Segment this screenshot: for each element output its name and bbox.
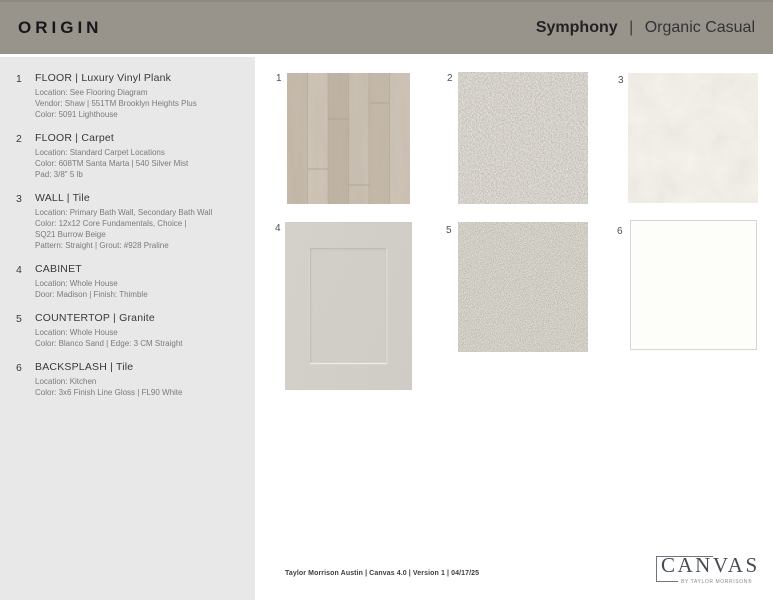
spec-number: 3: [16, 193, 22, 205]
spec-detail: Color: 608TM Santa Marta | 540 Silver Mist: [35, 159, 189, 168]
swatch-wall-tile: [628, 73, 758, 203]
style-name: Organic Casual: [644, 19, 755, 36]
spec-detail: Vendor: Shaw | 551TM Brooklyn Heights Plus: [35, 99, 197, 108]
collection-name: Symphony: [535, 19, 618, 36]
swatch-number-2: 2: [447, 73, 453, 84]
page-header: [0, 0, 773, 54]
beige-tile-texture: [628, 73, 758, 203]
swatch-floor-carpet: [458, 72, 588, 204]
swatch-countertop-granite: [458, 222, 588, 352]
swatch-backsplash-tile: [630, 220, 757, 350]
spec-detail: Location: See Flooring Diagram: [35, 88, 148, 97]
spec-detail: Location: Kitchen: [35, 377, 97, 386]
spec-item-countertop: [16, 312, 255, 349]
collection-separator: |: [629, 19, 634, 36]
spec-detail: Location: Standard Carpet Locations: [35, 148, 165, 157]
spec-detail: Color: 12x12 Core Fundamentals, Choice |: [35, 219, 187, 228]
spec-detail: Location: Whole House: [35, 279, 118, 288]
logo-bottom-line: [656, 581, 678, 582]
collection-title: [536, 19, 755, 37]
spec-item-wall-tile: [16, 192, 255, 251]
swatch-cabinet-door: [285, 222, 412, 390]
spec-detail: Pad: 3/8" 5 lb: [35, 170, 83, 179]
spec-item-backsplash: [16, 361, 255, 398]
granite-texture: [458, 222, 588, 352]
spec-title: FLOOR | Luxury Vinyl Plank: [35, 72, 172, 84]
swatch-number-6: 6: [617, 226, 623, 237]
logo-tagline: BY TAYLOR MORRISON®: [681, 578, 753, 585]
spec-detail: Location: Whole House: [35, 328, 118, 337]
spec-detail: Color: Blanco Sand | Edge: 3 CM Straight: [35, 339, 183, 348]
spec-detail: Pattern: Straight | Grout: #928 Praline: [35, 241, 169, 250]
spec-title: CABINET: [35, 263, 82, 275]
spec-detail: Location: Primary Bath Wall, Secondary Bath Wall: [35, 208, 213, 217]
spec-number: 1: [16, 73, 22, 85]
spec-number: 2: [16, 133, 22, 145]
spec-title: COUNTERTOP | Granite: [35, 312, 155, 324]
swatch-floor-lvp: [287, 73, 410, 204]
footer-version-line: Taylor Morrison Austin | Canvas 4.0 | Version 1 | 04/17/25: [285, 570, 480, 577]
swatch-number-5: 5: [446, 225, 452, 236]
swatch-number-1: 1: [276, 73, 282, 84]
spec-sidebar: [0, 57, 255, 600]
logo-wordmark: CANVAS: [661, 553, 760, 577]
spec-number: 5: [16, 313, 22, 325]
wood-plank-texture: [287, 73, 410, 204]
spec-detail: SQ21 Burrow Beige: [35, 230, 106, 239]
spec-detail: Color: 5091 Lighthouse: [35, 110, 118, 119]
spec-item-cabinet: [16, 263, 255, 300]
spec-item-floor-lvp: [16, 72, 255, 120]
spec-number: 4: [16, 264, 22, 276]
spec-item-floor-carpet: [16, 132, 255, 180]
cabinet-recessed-panel: [310, 248, 387, 363]
spec-title: WALL | Tile: [35, 192, 90, 204]
spec-detail: Color: 3x6 Finish Line Gloss | FL90 White: [35, 388, 183, 397]
spec-title: BACKSPLASH | Tile: [35, 361, 134, 373]
carpet-texture: [458, 72, 588, 204]
swatch-number-3: 3: [618, 75, 624, 86]
swatch-number-4: 4: [275, 223, 281, 234]
brand-title: ORIGIN: [18, 18, 103, 37]
spec-number: 6: [16, 362, 22, 374]
canvas-logo: [656, 553, 764, 591]
spec-detail: Door: Madison | Finish: Thimble: [35, 290, 148, 299]
spec-title: FLOOR | Carpet: [35, 132, 115, 144]
